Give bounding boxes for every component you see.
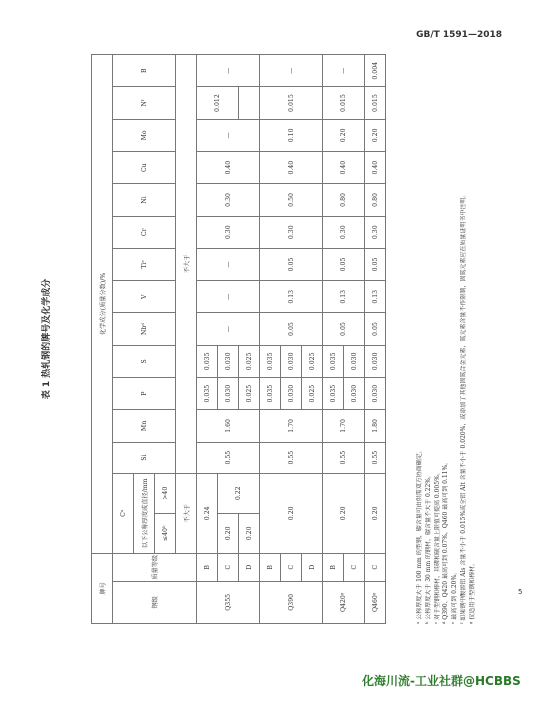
table-cell: — <box>323 55 365 87</box>
page-number: 5 <box>518 588 523 596</box>
table-cell: B <box>197 553 218 581</box>
table-cell: 0.030 <box>218 345 239 377</box>
footnote: ᶜ 对于型钢和棒材，其磷和硫含量上限值可提高 0.005%。 <box>433 469 441 624</box>
table-cell: 0.55 <box>197 442 260 473</box>
table-cell: 0.10 <box>260 119 323 151</box>
rotated-page-content <box>39 54 509 624</box>
footnote: ᵍ 仅适用于型钢和棒材。 <box>468 559 476 624</box>
table-cell: 0.20 <box>323 119 365 151</box>
col-cr: Cr <box>113 216 176 248</box>
table-cell: 0.55 <box>323 442 365 473</box>
table-cell: 0.30 <box>260 216 323 248</box>
col-ni: Ni <box>113 184 176 216</box>
col-quality: 质量等级 <box>113 553 197 581</box>
col-grade: 牌号 <box>92 553 113 623</box>
table-cell: 0.13 <box>323 281 365 313</box>
table-cell: 0.05 <box>323 248 365 280</box>
table-cell: 0.004 <box>365 55 386 87</box>
table-cell: B <box>323 553 344 581</box>
table-row <box>365 55 386 624</box>
table-cell: 0.030 <box>344 377 365 409</box>
table-cell: 0.80 <box>365 184 386 216</box>
table-cell: B <box>260 553 281 581</box>
footnotes <box>416 54 478 624</box>
col-c-sub: 以下公称厚度或直径/mm <box>134 473 155 553</box>
table-cell: 0.035 <box>323 377 344 409</box>
header-row-5 <box>176 55 197 624</box>
table-cell: 0.025 <box>302 377 323 409</box>
table-cell: 0.030 <box>365 345 386 377</box>
table-cell: 0.015 <box>365 87 386 119</box>
table-cell: 0.030 <box>344 345 365 377</box>
table-row <box>197 55 218 624</box>
watermark: 化海川流-工业社群@HCBBS <box>362 674 521 688</box>
table-cell: 0.030 <box>281 377 302 409</box>
table-title: 表 1 热轧钢的牌号及化学成分 <box>42 278 52 400</box>
table-cell: — <box>197 313 260 345</box>
col-gt40: >40 <box>155 473 176 513</box>
table-cell <box>239 87 260 119</box>
footnote: ᵇ 公称厚度大于 30 mm 的钢材，碳含量不大于 0.22%。 <box>424 471 432 624</box>
table-cell: C <box>344 553 365 581</box>
col-b: B <box>113 55 176 87</box>
table-cell: 0.015 <box>260 87 323 119</box>
nomore-band: 不大于 <box>176 55 197 474</box>
table-cell: 0.015 <box>323 87 365 119</box>
table-cell: 0.025 <box>239 377 260 409</box>
table-cell: 0.30 <box>323 216 365 248</box>
table-cell: 0.025 <box>302 345 323 377</box>
table-cell: — <box>197 248 260 280</box>
table-cell: 0.20 <box>323 473 365 553</box>
table-cell: — <box>197 119 260 151</box>
table-cell: 0.40 <box>260 152 323 184</box>
table-cell: 0.50 <box>260 184 323 216</box>
table-cell: 1.70 <box>260 410 323 442</box>
table-cell: 0.40 <box>197 152 260 184</box>
table-cell: 0.012 <box>197 87 239 119</box>
table-cell: 0.05 <box>365 248 386 280</box>
table-cell: 1.60 <box>197 410 260 442</box>
col-p: P <box>113 377 176 409</box>
col-cu: Cu <box>113 152 176 184</box>
table-cell: 0.40 <box>365 152 386 184</box>
header-row-1 <box>92 55 113 624</box>
table-cell: 0.05 <box>260 248 323 280</box>
table-cell: — <box>260 55 323 87</box>
table-cell: 0.025 <box>239 345 260 377</box>
col-c-nomore: 不大于 <box>176 473 197 553</box>
table-cell: — <box>197 281 260 313</box>
col-ti: Tiᵉ <box>113 248 176 280</box>
table-cell: Q460ᵍ <box>365 581 386 623</box>
table-cell: 0.24 <box>197 473 218 553</box>
col-c: Cᵃ <box>113 473 134 553</box>
col-chem: 化学成分(质量分数)/% <box>92 55 113 554</box>
table-cell: 0.035 <box>260 377 281 409</box>
table-cell: 1.80 <box>365 410 386 442</box>
table-cell: 1.70 <box>323 410 365 442</box>
table-cell: 0.20 <box>365 119 386 151</box>
footnote: ᶠ 如果钢中酸溶铝 Als 含量不小于 0.015%或全铝 Alt 含量不小于 0.020%，或添加了其他固氮合金元素，氮元素含量不作限制，固氮元素应在质量证明书中注明。 <box>459 191 467 624</box>
table-cell: 0.55 <box>260 442 323 473</box>
table-cell: 0.030 <box>281 345 302 377</box>
col-mn: Mn <box>113 410 176 442</box>
table-cell: 0.80 <box>323 184 365 216</box>
table-cell: Q390 <box>260 581 323 623</box>
table-cell: 0.20 <box>239 513 260 553</box>
table-cell: 0.05 <box>260 313 323 345</box>
col-v: V <box>113 281 176 313</box>
table-cell: C <box>218 553 239 581</box>
footnote: ᵈ Q390、Q420 最高可到 0.07%，Q460 最高可到 0.11%。 <box>442 458 450 624</box>
table-cell: 0.40 <box>323 152 365 184</box>
col-steel: 钢级 <box>113 581 197 623</box>
table-cell: 0.13 <box>260 281 323 313</box>
table-row <box>323 55 344 624</box>
table-cell: Q420ᵍ <box>323 581 365 623</box>
col-mo: Mo <box>113 119 176 151</box>
col-n: Nᶠ <box>113 87 176 119</box>
table-cell: C <box>281 553 302 581</box>
table-cell: C <box>365 553 386 581</box>
table-row <box>260 55 281 624</box>
col-le40: ≤40ᵇ <box>155 513 176 553</box>
table-cell: 0.20 <box>218 513 239 553</box>
table-cell: 0.55 <box>365 442 386 473</box>
table-cell: 0.05 <box>365 313 386 345</box>
header-row-2 <box>113 55 134 624</box>
table-cell: D <box>239 553 260 581</box>
standard-code: GB/T 1591—2018 <box>416 30 502 40</box>
table-cell: 0.035 <box>323 345 344 377</box>
table-cell: Q355 <box>197 581 260 623</box>
table-cell: 0.30 <box>197 184 260 216</box>
table-cell: 0.035 <box>260 345 281 377</box>
footnote: ᵉ 最高可到 0.20%。 <box>451 568 459 624</box>
table-cell: 0.20 <box>260 473 323 553</box>
table-cell: 0.035 <box>197 345 218 377</box>
chemical-composition-table <box>91 54 386 624</box>
table-cell: 0.20 <box>365 473 386 553</box>
table-cell: 0.030 <box>218 377 239 409</box>
table-cell: 0.05 <box>323 313 365 345</box>
col-si: Si <box>113 442 176 473</box>
table-cell: 0.030 <box>365 377 386 409</box>
col-nb: Nbᵈ <box>113 313 176 345</box>
footnote: ᵃ 公称厚度大于 100 mm 的型钢，碳含量可由供需双方协商确定。 <box>416 447 423 624</box>
table-cell: 0.30 <box>365 216 386 248</box>
table-cell: 0.13 <box>365 281 386 313</box>
table-cell: 0.22 <box>218 473 260 513</box>
table-cell: D <box>302 553 323 581</box>
col-s: S <box>113 345 176 377</box>
table-cell: 0.035 <box>197 377 218 409</box>
table-cell: 0.30 <box>197 216 260 248</box>
table-cell: — <box>197 55 260 87</box>
